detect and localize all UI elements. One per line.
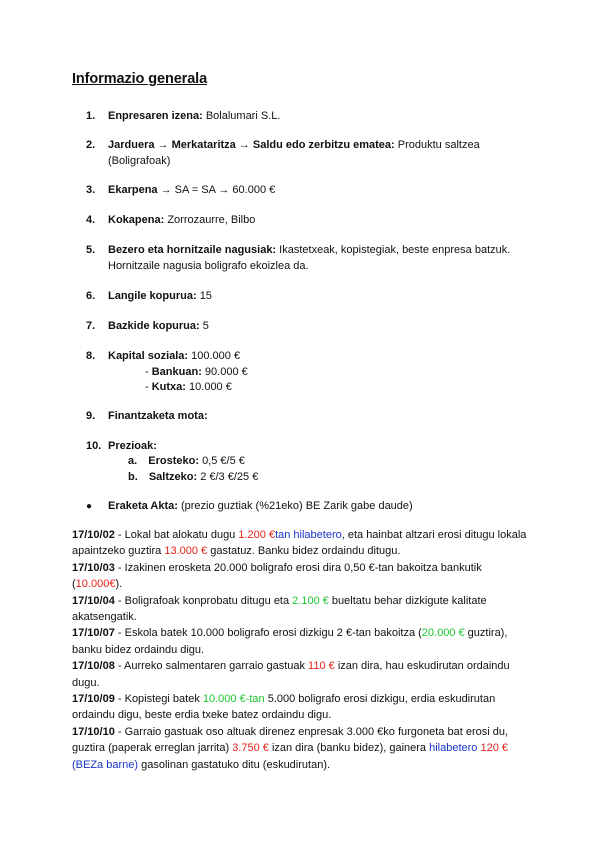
entry-text: 1.200 €: [238, 529, 276, 541]
list-item: [86, 137, 528, 169]
item-label: Kokapena:: [108, 214, 165, 226]
journal-entry: [72, 593, 532, 626]
list-item: [86, 288, 528, 304]
price-sub-item: [128, 453, 245, 469]
item-number: 6.: [86, 290, 96, 302]
journal-entries: [72, 527, 532, 773]
sub-label: Erosteko:: [148, 455, 199, 467]
item-value: Bolalumari S.L.: [205, 110, 281, 122]
page-title: Informazio generala: [72, 71, 208, 87]
item-label: Bazkide kopurua:: [108, 320, 200, 332]
journal-entry: [72, 560, 532, 593]
entry-date: 17/10/07: [72, 627, 115, 640]
item-number: 2.: [86, 139, 96, 151]
entry-text: gasolinan gastatuko ditu (eskudirutan).: [138, 758, 331, 771]
journal-entry: [72, 625, 532, 658]
item-number: 1.: [86, 110, 96, 122]
entry-date: 17/10/08: [72, 660, 115, 673]
sub-value: 0,5 €/5 €: [202, 455, 245, 467]
item-value: 15: [199, 290, 212, 302]
entry-text: 3.750 €: [232, 742, 269, 755]
item-number: 3.: [86, 184, 96, 196]
item-number: 7.: [86, 320, 96, 332]
price-sub-item: [128, 469, 258, 485]
entry-text: 10.000€: [75, 578, 116, 591]
entry-text: tan hilabetero: [275, 529, 342, 541]
journal-entry: [72, 527, 532, 560]
entry-text: - Eskola batek 10.000 boligrafo erosi dizkigu 2 €-tan bakoitza (: [114, 627, 422, 640]
entry-text: - Garraio gastuak oso altuak direnez enpresak 3.000 €ko furgoneta bat erosi du, guztira (paperak erreglan jarrita): [72, 725, 509, 755]
item-value: Ikastetxeak, kopistegiak, beste enpresa batzuk. Hornitzaile nagusia boligrafo ekoizlea da.: [108, 244, 511, 272]
list-item: [86, 438, 528, 454]
entry-text: , eta hainbat altzari erosi ditugu lokala apaintzeko guztira: [72, 529, 527, 558]
entry-text: guztira), banku bidez ordaindu digu.: [72, 627, 508, 656]
list-item: [86, 182, 528, 198]
entry-text: gastatuz. Banku bidez ordaindu ditugu.: [207, 545, 401, 558]
item-number: 10.: [86, 440, 102, 452]
item-label: Kapital soziala:: [108, 350, 189, 362]
entry-date: 17/10/04: [72, 594, 115, 607]
item-label: Bezero eta hornitzaile nagusiak:: [108, 244, 277, 256]
list-item: [86, 348, 528, 364]
bullet-item: [108, 498, 528, 514]
item-number: 5.: [86, 244, 96, 256]
entry-text: 13.000 €: [164, 545, 208, 558]
item-value: Zorrozaurre, Bilbo: [167, 214, 256, 226]
entry-date: 17/10/02: [72, 529, 115, 541]
item-value: 100.000 €: [191, 350, 241, 362]
entry-text: izan dira, hau eskudirutan ordaindu dugu.: [72, 660, 510, 689]
capital-sub-item: [145, 379, 232, 395]
item-number: 8.: [86, 350, 96, 362]
entry-date: 17/10/09: [72, 693, 115, 706]
item-label: Ekarpena: [108, 184, 158, 196]
sub-value: 2 €/3 €/25 €: [200, 471, 259, 483]
list-item: [86, 212, 528, 228]
entry-text: 20.000 €: [421, 627, 465, 640]
item-label: Prezioak:: [108, 440, 157, 452]
journal-entry: [72, 691, 532, 724]
bullet-label: Eraketa Akta:: [108, 500, 178, 512]
journal-entry: [72, 658, 532, 691]
entry-text: - Aurreko salmentaren garraio gastuak: [114, 660, 309, 673]
entry-text: - Izakinen erosketa 20.000 boligrafo erosi dira 0,50 €-tan bakoitza bankutik (: [72, 561, 482, 591]
item-value: Produktu saltzea (Boligrafoak): [108, 139, 480, 167]
sub-label: Kutxa:: [151, 381, 186, 393]
item-label: Langile kopurua:: [108, 290, 197, 302]
entry-text: (BEZa barne): [72, 758, 139, 771]
entry-text: ).: [115, 578, 123, 591]
entry-text: 110 €: [308, 660, 335, 673]
entry-text: - Lokal bat alokatu dugu: [114, 529, 239, 541]
item-label: Jarduera → Merkataritza → Saldu edo zerbitzu ematea:: [108, 139, 395, 151]
list-item: [86, 318, 528, 334]
entry-text: izan dira (banku bidez), gainera: [268, 742, 430, 755]
entry-text: 10.000 €-tan: [202, 693, 265, 706]
entry-text: 2.100 €: [292, 594, 329, 607]
sub-value: 90.000 €: [204, 366, 248, 378]
sub-letter: a.: [128, 455, 138, 467]
sub-prefix: -: [145, 366, 152, 378]
sub-value: 10.000 €: [189, 381, 232, 393]
entry-date: 17/10/03: [72, 561, 115, 574]
bullet-icon: ●: [86, 501, 93, 512]
sub-prefix: -: [145, 381, 152, 393]
list-item: [86, 408, 528, 424]
item-label: Finantzaketa mota:: [108, 410, 208, 422]
list-item: [86, 108, 528, 124]
entry-text: - Boligrafoak konprobatu ditugu eta: [114, 594, 293, 607]
entry-text: bueltatu behar dizkigute kalitate akatsengatik.: [72, 594, 487, 624]
sub-label: Saltzeko:: [148, 471, 198, 483]
list-item: [86, 242, 528, 274]
item-value: 5: [202, 320, 209, 332]
bullet-value: (prezio guztiak (%21eko) BE Zarik gabe daude): [180, 500, 413, 512]
item-number: 9.: [86, 410, 96, 422]
item-value: → SA = SA → 60.000 €: [160, 184, 276, 196]
journal-entry: [72, 724, 532, 773]
item-number: 4.: [86, 214, 96, 226]
entry-date: 17/10/10: [72, 725, 115, 738]
entry-text: - Kopistegi batek: [114, 693, 203, 706]
entry-text: hilabetero: [429, 742, 478, 755]
sub-label: Bankuan:: [151, 366, 202, 378]
capital-sub-item: [145, 364, 248, 380]
entry-text: 120 €: [480, 742, 509, 755]
sub-letter: b.: [128, 471, 138, 483]
entry-text: 5.000 boligrafo erosi dizkigu, erdia eskudirutan ordaindu digu, beste erdia txeke batez ordaindu digu.: [72, 693, 496, 722]
item-label: Enpresaren izena:: [108, 110, 203, 122]
